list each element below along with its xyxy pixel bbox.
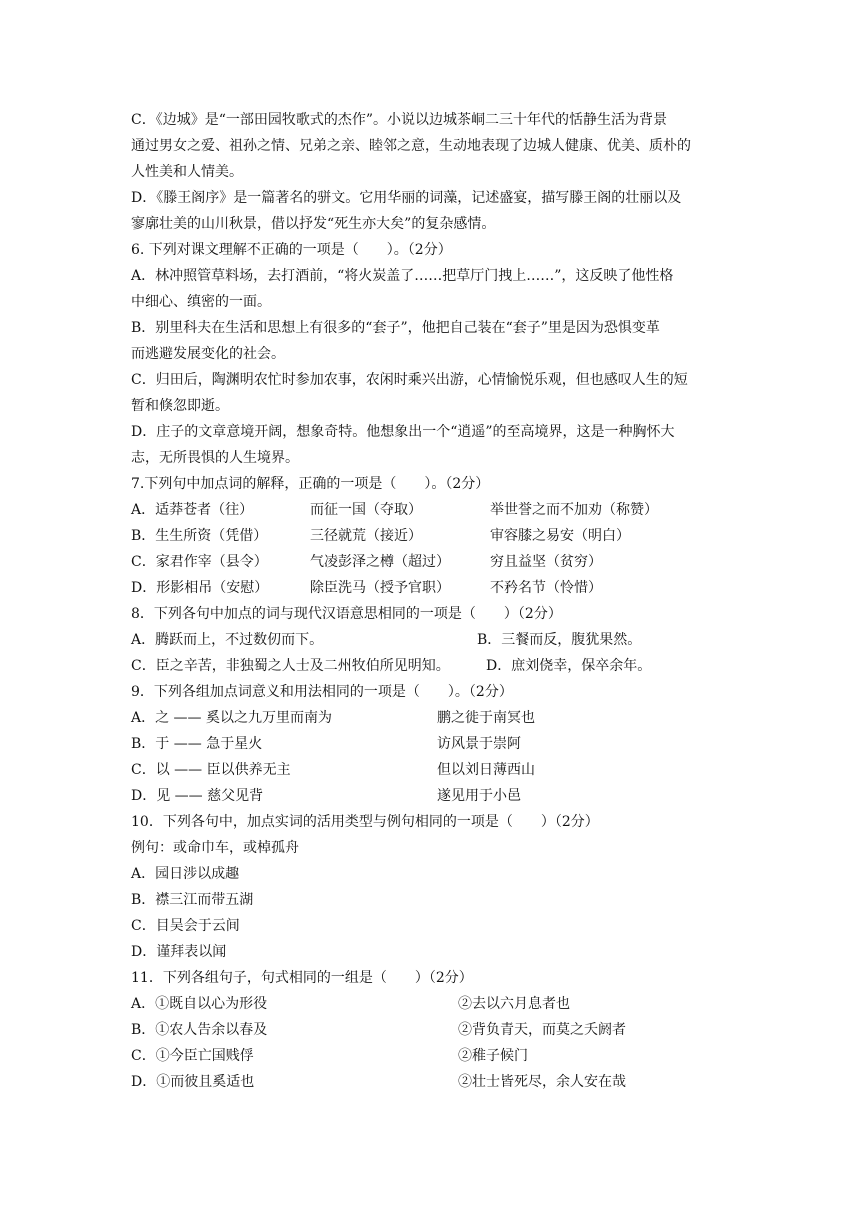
q9-option: 访风景于崇阿 bbox=[437, 736, 521, 752]
q11-option: ②去以六月息者也 bbox=[458, 996, 570, 1012]
q7-option: 举世誉之而不加劝（称赞） bbox=[490, 502, 658, 518]
q7-option: 而征一国（夺取） bbox=[310, 502, 422, 518]
question-11-title: 11．下列各组句子，句式相同的一组是（ ）（2分） bbox=[131, 970, 473, 986]
q8-option: A．腾跃而上，不过数仞而下。 bbox=[131, 632, 324, 648]
q8-option: C．臣之辛苦，非独蜀之人士及二州牧伯所见明知。 bbox=[131, 658, 450, 674]
text-line: 而逃避发展变化的社会。 bbox=[131, 346, 285, 362]
q7-option: A．适莽苍者（往） bbox=[131, 502, 254, 518]
q7-option: 审容膝之易安（明白） bbox=[490, 528, 630, 544]
q7-option: B．生生所资（凭借） bbox=[131, 528, 268, 544]
question-6-title: 6. 下列对课文理解不正确的一项是（ ）。（2分） bbox=[131, 242, 452, 258]
q9-option: A．之 —— 奚以之九万里而南为 bbox=[131, 710, 333, 726]
text-line: A．林冲照管草料场，去打酒前，“将火炭盖了……把草厅门拽上……”，这反映了他性格 bbox=[131, 268, 674, 284]
q9-option: 鹏之徙于南冥也 bbox=[437, 710, 535, 726]
q7-option: D．形影相吊（安慰） bbox=[131, 580, 269, 596]
q9-option: 但以刘日薄西山 bbox=[437, 762, 535, 778]
q7-option: 三径就荒（接近） bbox=[310, 528, 422, 544]
q9-option: D．见 —— 慈父见背 bbox=[131, 788, 264, 804]
text-line: 通过男女之爱、祖孙之情、兄弟之亲、睦邻之意，生动地表现了边城人健康、优美、质朴的 bbox=[131, 138, 691, 154]
question-9-title: 9．下列各组加点词意义和用法相同的一项是（ ）。（2分） bbox=[131, 684, 513, 700]
q11-option: ②背负青天，而莫之夭阏者 bbox=[458, 1022, 626, 1038]
q7-option: 气凌彭泽之樽（超过） bbox=[310, 554, 450, 570]
q7-option: 不矜名节（怜惜） bbox=[490, 580, 602, 596]
q7-option: 除臣洗马（授予官职） bbox=[310, 580, 450, 596]
q8-option: D．庶刘侥幸，保卒余年。 bbox=[486, 658, 652, 674]
question-7-title: 7.下列句中加点词的解释，正确的一项是（ ）。（2分） bbox=[131, 476, 490, 492]
q7-option: C．家君作宰（县令） bbox=[131, 554, 268, 570]
q11-option: A．①既自以心为形役 bbox=[131, 996, 268, 1012]
text-line: 人性美和人情美。 bbox=[131, 164, 243, 180]
q11-option: D．①而彼且奚适也 bbox=[131, 1074, 255, 1090]
q9-option: B．于 —— 急于星火 bbox=[131, 736, 263, 752]
q10-option: A．园日涉以成趣 bbox=[131, 866, 240, 882]
text-line: 中细心、缜密的一面。 bbox=[131, 294, 271, 310]
text-line: C．《边城》是“一部田园牧歌式的杰作”。小说以边城茶峒二三十年代的恬静生活为背景 bbox=[131, 112, 668, 128]
question-10-title: 10．下列各句中，加点实词的活用类型与例句相同的一项是（ ）（2分） bbox=[131, 814, 599, 830]
q10-option: B．襟三江而带五湖 bbox=[131, 892, 254, 908]
q11-option: C．①今臣亡国贱俘 bbox=[131, 1048, 254, 1064]
text-line: D．庄子的文章意境开阔，想象奇特。他想象出一个“逍遥”的至高境界，这是一种胸怀大 bbox=[131, 424, 675, 440]
question-8-title: 8．下列各句中加点的词与现代汉语意思相同的一项是（ ）（2分） bbox=[131, 606, 562, 622]
q9-option: 遂见用于小邑 bbox=[437, 788, 521, 804]
text-line: 寥廓壮美的山川秋景，借以抒发“死生亦大矣”的复杂感情。 bbox=[131, 216, 496, 232]
text-line: C．归田后，陶渊明农忙时参加农事，农闲时乘兴出游，心情愉悦乐观，但也感叹人生的短 bbox=[131, 372, 688, 388]
text-line: 志，无所畏惧的人生境界。 bbox=[131, 450, 299, 466]
q7-option: 穷且益坚（贫穷） bbox=[490, 554, 602, 570]
q11-option: ②稚子候门 bbox=[458, 1048, 528, 1064]
q10-example: 例句：或命巾车，或棹孤舟 bbox=[131, 840, 299, 856]
q8-option: B．三餐而反，腹犹果然。 bbox=[477, 632, 642, 648]
q10-option: C．目吴会于云间 bbox=[131, 918, 240, 934]
text-line: B．别里科夫在生活和思想上有很多的“套子”，他把自己装在“套子”里是因为恐惧变革 bbox=[131, 320, 660, 336]
q11-option: ②壮士皆死尽，余人安在哉 bbox=[458, 1074, 626, 1090]
text-line: 暂和倏忽即逝。 bbox=[131, 398, 229, 414]
q9-option: C．以 —— 臣以供养无主 bbox=[131, 762, 291, 778]
q10-option: D．谨拜表以闻 bbox=[131, 944, 227, 960]
text-line: D．《滕王阁序》是一篇著名的骈文。它用华丽的词藻，记述盛宴，描写滕王阁的壮丽以及 bbox=[131, 190, 682, 206]
q11-option: B．①农人告余以春及 bbox=[131, 1022, 268, 1038]
